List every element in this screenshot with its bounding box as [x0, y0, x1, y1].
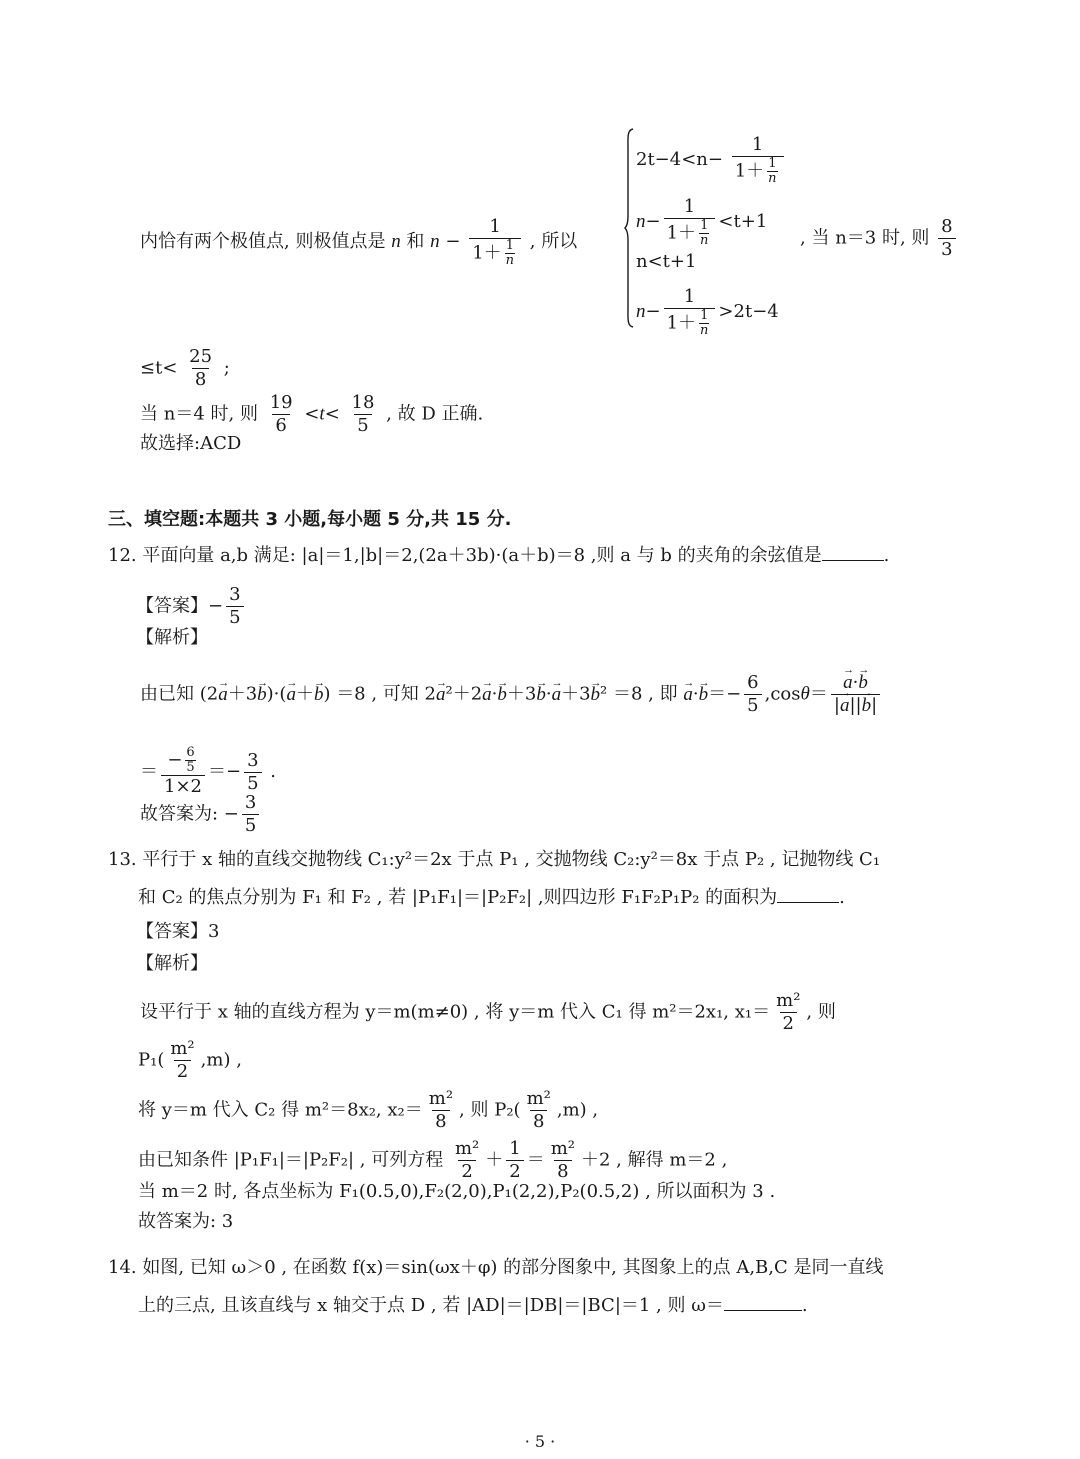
q13-line2: P₁( $\frac{\text{m²}}{2}$ ,m) ,	[138, 1038, 242, 1082]
q13-line5: 当 m＝2 时, 各点坐标为 F₁(0.5,0),F₂(2,0),P₁(2,2),P₂(0.5,2) , 所以面积为 3 .	[138, 1181, 776, 1202]
q12-stem: 12. 平面向量 a,b 满足: |a|＝1,|b|＝2,(2a＋3b)·(a＋b)＝8 ,则 a 与 b 的夹角的余弦值是 .	[108, 545, 890, 566]
q13-answer: 【答案】3	[136, 921, 220, 942]
fraction-1-over: 1 1＋ $\frac{1}{n}$	[469, 216, 521, 268]
system-row-2: n− 1 1＋ $\frac{1}{n}$ <t+1	[636, 196, 768, 248]
range-line-2: 当 n＝4 时, 则 $\frac{19}{6}$ <t< $\frac{18}{5}$ , 故 D 正确.	[140, 392, 484, 436]
q13-stem-2: 和 C₂ 的焦点分别为 F₁ 和 F₂ , 若 |P₁F₁|＝|P₂F₂| ,则四边形 F₁F₂P₁P₂ 的面积为 .	[138, 887, 845, 908]
q13-line1: 设平行于 x 轴的直线方程为 y＝m(m≠0) , 将 y＝m 代入 C₁ 得 m²＝2x₁, x₁＝ $\frac{\text{m²}}{2}$ , 则	[140, 990, 836, 1034]
q13-analysis-label: 【解析】	[136, 953, 208, 974]
system-row-3: n<t+1	[636, 251, 697, 272]
section-heading: 三、填空题:本题共 3 小题,每小题 5 分,共 15 分.	[108, 509, 512, 530]
range-line-1: ≤t< $\frac{25}{8}$ ;	[140, 346, 230, 390]
q13-stem-1: 13. 平行于 x 轴的直线交抛物线 C₁:y²＝2x 于点 P₁ , 交抛物线 C₂:y²＝8x 于点 P₂ , 记抛物线 C₁	[108, 849, 881, 870]
system-row-1: 2t−4<n− 1 1＋ $\frac{1}{n}$	[636, 134, 787, 186]
q14-stem-1: 14. 如图, 已知 ω＞0 , 在函数 f(x)＝sin(ωx＋φ) 的部分图象中, 其图象上的点 A,B,C 是同一直线	[108, 1257, 884, 1278]
q13-line3: 将 y＝m 代入 C₂ 得 m²＝8x₂, x₂＝ $\frac{\text{m²}}{8}$ , 则 P₂( $\frac{\text{m²}}{8}$ ,m) ,	[138, 1088, 599, 1132]
extrema-line: 内恰有两个极值点, 则极值点是 n 和 n − 1 1＋ $\frac{1}{n}$ , 所以	[140, 216, 578, 268]
choice-line: 故选择:ACD	[140, 433, 242, 454]
q12-analysis-label: 【解析】	[136, 627, 208, 648]
q14-stem-2: 上的三点, 且该直线与 x 轴交于点 D , 若 |AD|＝|DB|＝|BC|＝1 , 则 ω＝ .	[138, 1295, 808, 1316]
q12-line1: 由已知 (2→ a＋3→ b)·(→ a＋→ b) ＝8 , 可知 2→ a²＋2→ a·→ b＋3→ b·→ a＋3→ b² ＝8 , 即 → a·→ b＝− $\frac{6}{5}$ ,cosθ＝ → $\frac{a\cdot\to b}{|\to a||\to b|}$	[140, 672, 883, 717]
page-number: · 5 ·	[524, 1432, 556, 1451]
left-brace	[624, 128, 634, 328]
q13-final: 故答案为: 3	[138, 1211, 234, 1232]
q13-line4: 由已知条件 |P₁F₁|＝|P₂F₂| , 可列方程 $\frac{\text{m²}}{2}$ ＋ $\frac{1}{2}$ ＝ $\frac{\text{m²}}{8}$ ＋2 , 解得 m＝2 ,	[138, 1138, 728, 1182]
when-n3: , 当 n＝3 时, 则 $\frac{8}{3}$	[800, 216, 959, 261]
q12-line2: ＝ − $\frac{6}{5}$ 1×2 ＝− $\frac{3}{5}$ .	[140, 745, 277, 797]
q12-answer: 【答案】− $\frac{3}{5}$	[136, 584, 247, 629]
q12-final: 故答案为: − $\frac{3}{5}$	[140, 792, 262, 837]
system-row-4: n− 1 1＋ $\frac{1}{n}$ >2t−4	[636, 286, 779, 338]
